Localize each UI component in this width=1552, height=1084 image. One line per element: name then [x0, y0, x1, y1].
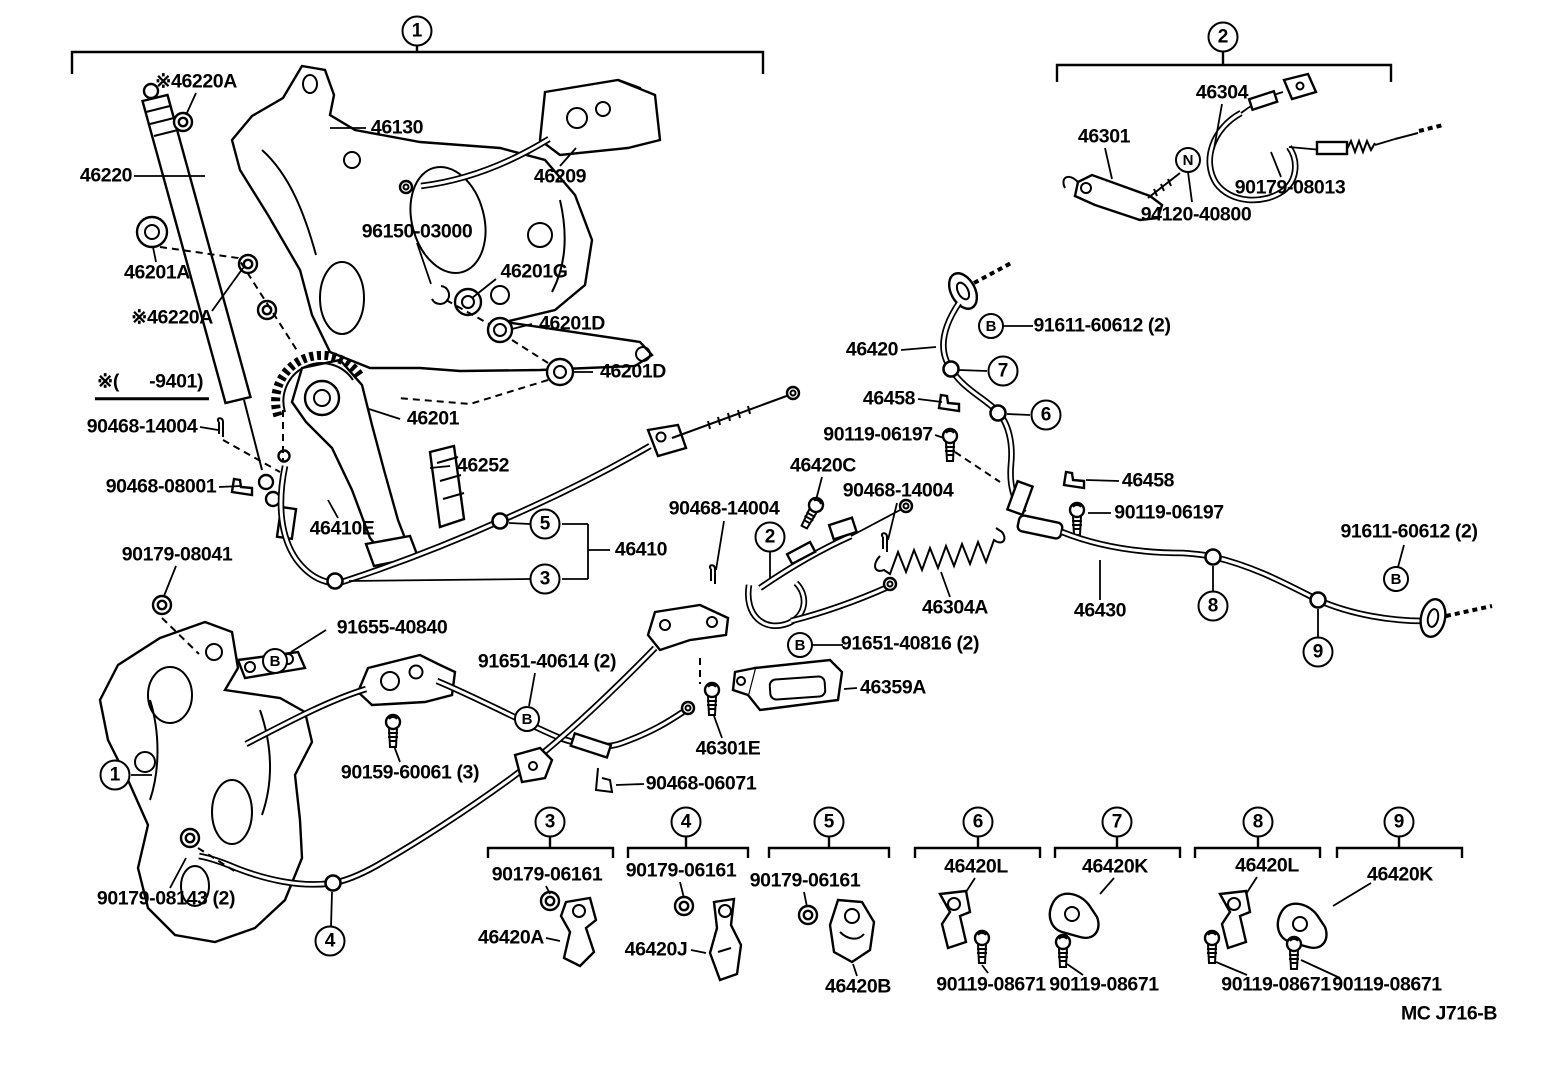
- bottom-hardware-drawing: [541, 891, 1326, 980]
- label-90179-08041: 90179-08041: [121, 543, 233, 566]
- callout-n-1: N: [1175, 147, 1201, 173]
- label-46458-a: 46458: [862, 387, 916, 410]
- label-90119-06197-b: 90119-06197: [1114, 501, 1224, 524]
- label-46220: 46220: [79, 164, 133, 187]
- callout-1-lower: 1: [100, 760, 131, 791]
- callout-9-cable: 9: [1303, 637, 1334, 668]
- label-90468-08001: 90468-08001: [105, 475, 217, 498]
- label-46420j: 46420J: [624, 938, 688, 961]
- label-90468-14004-a: 90468-14004: [86, 415, 198, 438]
- callout-b-4: B: [978, 313, 1004, 339]
- callout-2-main: 2: [1208, 22, 1239, 53]
- callout-1-main: 1: [402, 16, 433, 47]
- callout-3-cable: 3: [530, 564, 561, 595]
- label-46301e: 46301E: [695, 737, 761, 760]
- callout-b-5: B: [1383, 566, 1409, 592]
- callout-8-group: 8: [1243, 807, 1274, 838]
- label-94120-40800: 94120-40800: [1140, 203, 1252, 226]
- label-46304a: 46304A: [922, 596, 988, 619]
- label-90159-60061: 90159-60061 (3): [340, 761, 480, 784]
- label-46201: 46201: [406, 407, 460, 430]
- label-90179-06161-a: 90179-06161: [491, 863, 603, 886]
- label-46420: 46420: [845, 338, 899, 361]
- label-46359a: 46359A: [860, 676, 926, 699]
- label-90119-08671-c: 90119-08671: [1221, 973, 1331, 996]
- label-90119-08671-a: 90119-08671: [936, 973, 1046, 996]
- label-90119-06197-a: 90119-06197: [823, 423, 933, 446]
- callout-5-group: 5: [814, 807, 845, 838]
- label-46201d-2: 46201D: [600, 360, 666, 383]
- label-46458-b: 46458: [1121, 469, 1175, 492]
- callout-7-group: 7: [1102, 807, 1133, 838]
- label-90179-08143: 90179-08143 (2): [96, 887, 236, 910]
- label-90179-06161-c: 90179-06161: [749, 869, 861, 892]
- label-46420k-a: 46420K: [1082, 855, 1148, 878]
- label-46201g: 46201G: [500, 260, 568, 283]
- label-90468-14004-b: 90468-14004: [668, 497, 780, 520]
- label-46410e: 46410E: [309, 517, 375, 540]
- label-46220a-2: ※46220A: [131, 306, 213, 329]
- label-46209: 46209: [533, 165, 587, 188]
- label-46201d-1: 46201D: [539, 312, 605, 335]
- callout-7-cable: 7: [988, 356, 1019, 387]
- label-production-note: ※( -9401): [95, 372, 209, 400]
- callout-b-3: B: [787, 632, 813, 658]
- callout-2-cable: 2: [755, 522, 786, 553]
- label-91611-60612-a: 91611-60612 (2): [1033, 314, 1171, 337]
- callout-6-group: 6: [963, 807, 994, 838]
- callout-b-2: B: [514, 706, 540, 732]
- label-90468-06071: 90468-06071: [645, 772, 757, 795]
- label-91651-40614: 91651-40614 (2): [477, 650, 617, 673]
- callout-9-group: 9: [1384, 807, 1415, 838]
- label-90119-08671-d: 90119-08671: [1332, 973, 1442, 996]
- label-46304: 46304: [1195, 81, 1249, 104]
- label-91651-40816: 91651-40816 (2): [840, 632, 980, 655]
- label-91655-40840: 91655-40840: [336, 616, 448, 639]
- callout-5-cable: 5: [530, 509, 561, 540]
- label-46420l-b: 46420L: [1235, 854, 1299, 877]
- label-46420a: 46420A: [478, 926, 544, 949]
- label-90179-06161-b: 90179-06161: [625, 859, 737, 882]
- callout-6-cable: 6: [1031, 400, 1062, 431]
- label-91611-60612-b: 91611-60612 (2): [1340, 520, 1478, 543]
- label-46420k-b: 46420K: [1367, 863, 1433, 886]
- label-46252: 46252: [456, 454, 510, 477]
- label-46410: 46410: [614, 538, 668, 561]
- label-46420c: 46420C: [790, 454, 856, 477]
- label-96150-03000: 96150-03000: [361, 220, 473, 243]
- callout-4-group: 4: [671, 807, 702, 838]
- callout-8-cable: 8: [1198, 591, 1229, 622]
- label-90468-14004-c: 90468-14004: [842, 479, 954, 502]
- label-46201a: 46201A: [124, 261, 190, 284]
- label-46430: 46430: [1073, 599, 1127, 622]
- callout-4-cable: 4: [315, 926, 346, 957]
- label-46130: 46130: [370, 116, 424, 139]
- callout-b-1: B: [262, 648, 288, 674]
- label-46220a-1: ※46220A: [155, 70, 237, 93]
- label-46420b: 46420B: [825, 975, 891, 998]
- label-46420l-a: 46420L: [944, 855, 1008, 878]
- drawing-code: MC J716-B: [1400, 1002, 1498, 1025]
- callout-3-group: 3: [535, 807, 566, 838]
- label-90179-08013: 90179-08013: [1234, 176, 1346, 199]
- label-90119-08671-b: 90119-08671: [1049, 973, 1159, 996]
- label-46301: 46301: [1077, 125, 1131, 148]
